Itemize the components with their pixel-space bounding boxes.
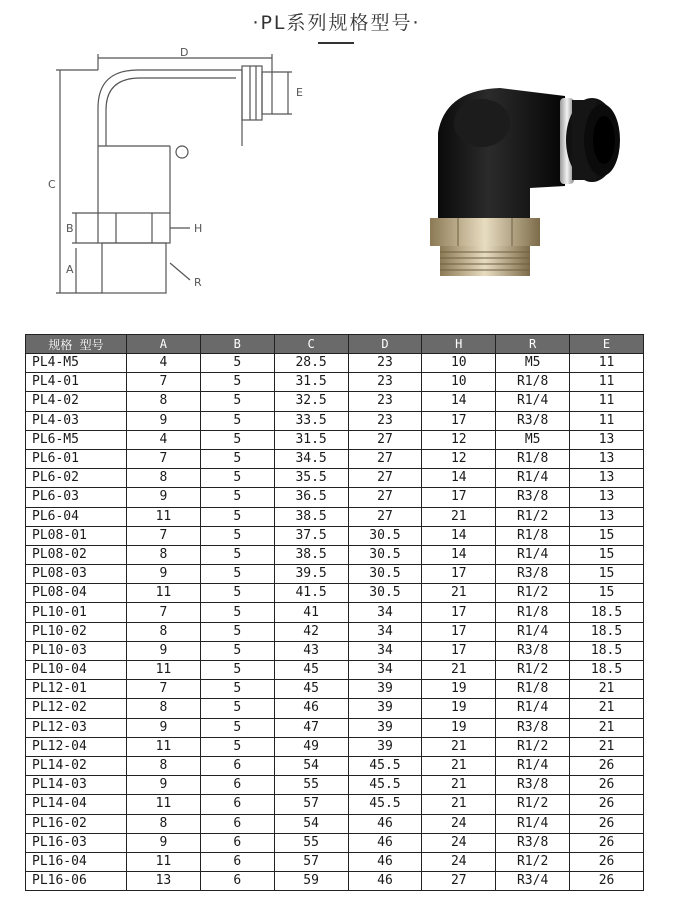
table-row bbox=[26, 449, 644, 468]
tube-port bbox=[242, 66, 262, 120]
table-cell: 6 bbox=[200, 814, 274, 833]
table-cell: 34.5 bbox=[274, 449, 348, 468]
table-cell: 35.5 bbox=[274, 469, 348, 488]
table-cell: PL12-04 bbox=[26, 737, 127, 756]
table-row bbox=[26, 565, 644, 584]
table-cell: R3/8 bbox=[496, 718, 570, 737]
table-row bbox=[26, 872, 644, 891]
table-cell: M5 bbox=[496, 354, 570, 373]
table-cell: PL08-04 bbox=[26, 584, 127, 603]
table-cell: 8 bbox=[127, 392, 201, 411]
table-cell: PL4-M5 bbox=[26, 354, 127, 373]
table-cell: 13 bbox=[570, 488, 644, 507]
dim-label-r: R bbox=[194, 276, 202, 289]
table-cell: 39 bbox=[348, 737, 422, 756]
table-cell: M5 bbox=[496, 430, 570, 449]
table-cell: 45 bbox=[274, 661, 348, 680]
table-cell: 45.5 bbox=[348, 756, 422, 775]
table-cell: PL4-03 bbox=[26, 411, 127, 430]
table-cell: 43 bbox=[274, 641, 348, 660]
table-cell: 21 bbox=[422, 584, 496, 603]
table-cell: 45.5 bbox=[348, 795, 422, 814]
table-cell: 17 bbox=[422, 641, 496, 660]
table-row bbox=[26, 603, 644, 622]
table-cell: R1/2 bbox=[496, 737, 570, 756]
table-cell: R1/2 bbox=[496, 661, 570, 680]
header-r: R bbox=[496, 335, 570, 354]
table-cell: 17 bbox=[422, 565, 496, 584]
table-row bbox=[26, 507, 644, 526]
table-cell: 5 bbox=[200, 641, 274, 660]
table-cell: 18.5 bbox=[570, 661, 644, 680]
table-cell: 45 bbox=[274, 680, 348, 699]
table-cell: PL16-03 bbox=[26, 833, 127, 852]
table-cell: 5 bbox=[200, 699, 274, 718]
table-cell: R1/4 bbox=[496, 622, 570, 641]
table-cell: 15 bbox=[570, 526, 644, 545]
table-cell: R1/2 bbox=[496, 852, 570, 871]
table-cell: 17 bbox=[422, 411, 496, 430]
table-cell: 27 bbox=[422, 872, 496, 891]
header-model: 规格 型号 bbox=[26, 335, 127, 354]
table-cell: 5 bbox=[200, 411, 274, 430]
table-cell: 34 bbox=[348, 641, 422, 660]
table-cell: 5 bbox=[200, 622, 274, 641]
table-cell: 23 bbox=[348, 373, 422, 392]
table-cell: 13 bbox=[570, 430, 644, 449]
table-row bbox=[26, 354, 644, 373]
table-cell: 21 bbox=[570, 680, 644, 699]
table-cell: 14 bbox=[422, 526, 496, 545]
table-cell: PL08-03 bbox=[26, 565, 127, 584]
table-cell: 34 bbox=[348, 661, 422, 680]
table-row bbox=[26, 430, 644, 449]
table-cell: 11 bbox=[127, 661, 201, 680]
table-cell: 21 bbox=[570, 718, 644, 737]
table-cell: 6 bbox=[200, 776, 274, 795]
table-row bbox=[26, 526, 644, 545]
table-cell: R3/8 bbox=[496, 833, 570, 852]
table-cell: 8 bbox=[127, 622, 201, 641]
elbow-outline bbox=[98, 70, 242, 146]
table-cell: 8 bbox=[127, 545, 201, 564]
table-cell: 13 bbox=[127, 872, 201, 891]
table-cell: 39 bbox=[348, 680, 422, 699]
table-cell: 5 bbox=[200, 449, 274, 468]
table-cell: 24 bbox=[422, 814, 496, 833]
table-cell: 30.5 bbox=[348, 584, 422, 603]
table-row bbox=[26, 641, 644, 660]
table-cell: 5 bbox=[200, 718, 274, 737]
table-cell: 12 bbox=[422, 430, 496, 449]
table-cell: 47 bbox=[274, 718, 348, 737]
table-cell: 59 bbox=[274, 872, 348, 891]
table-cell: 46 bbox=[274, 699, 348, 718]
table-cell: 5 bbox=[200, 661, 274, 680]
table-cell: PL12-01 bbox=[26, 680, 127, 699]
table-row bbox=[26, 622, 644, 641]
table-cell: 21 bbox=[570, 699, 644, 718]
table-cell: 27 bbox=[348, 449, 422, 468]
table-cell: 11 bbox=[570, 373, 644, 392]
table-cell: R1/4 bbox=[496, 545, 570, 564]
table-cell: 27 bbox=[348, 430, 422, 449]
table-cell: 34 bbox=[348, 603, 422, 622]
table-row bbox=[26, 699, 644, 718]
table-cell: 18.5 bbox=[570, 603, 644, 622]
thread-photo bbox=[440, 246, 530, 276]
table-cell: 5 bbox=[200, 737, 274, 756]
table-cell: 9 bbox=[127, 488, 201, 507]
table-row bbox=[26, 737, 644, 756]
table-cell: 13 bbox=[570, 469, 644, 488]
table-cell: 11 bbox=[570, 411, 644, 430]
table-row bbox=[26, 373, 644, 392]
table-cell: PL4-02 bbox=[26, 392, 127, 411]
table-cell: 28.5 bbox=[274, 354, 348, 373]
table-cell: R3/4 bbox=[496, 872, 570, 891]
table-cell: 27 bbox=[348, 488, 422, 507]
thread-section bbox=[102, 243, 166, 293]
table-cell: 5 bbox=[200, 680, 274, 699]
table-cell: 6 bbox=[200, 833, 274, 852]
table-row bbox=[26, 661, 644, 680]
table-cell: 8 bbox=[127, 699, 201, 718]
table-cell: 11 bbox=[127, 737, 201, 756]
table-cell: 30.5 bbox=[348, 545, 422, 564]
table-cell: PL6-01 bbox=[26, 449, 127, 468]
table-cell: PL10-04 bbox=[26, 661, 127, 680]
table-cell: 23 bbox=[348, 354, 422, 373]
spec-table bbox=[25, 334, 644, 891]
table-cell: 24 bbox=[422, 852, 496, 871]
table-cell: 17 bbox=[422, 622, 496, 641]
table-cell: 24 bbox=[422, 833, 496, 852]
table-cell: PL12-02 bbox=[26, 699, 127, 718]
table-cell: 32.5 bbox=[274, 392, 348, 411]
table-cell: 19 bbox=[422, 680, 496, 699]
page-title: ·PL系列规格型号· bbox=[252, 12, 421, 34]
table-cell: 12 bbox=[422, 449, 496, 468]
header-b: B bbox=[200, 335, 274, 354]
table-header-row bbox=[26, 335, 644, 354]
table-cell: 18.5 bbox=[570, 622, 644, 641]
table-cell: 11 bbox=[127, 852, 201, 871]
table-cell: 21 bbox=[422, 507, 496, 526]
table-cell: R3/8 bbox=[496, 488, 570, 507]
table-cell: 19 bbox=[422, 699, 496, 718]
table-cell: R1/4 bbox=[496, 756, 570, 775]
header-e: E bbox=[570, 335, 644, 354]
table-cell: 10 bbox=[422, 373, 496, 392]
table-cell: 4 bbox=[127, 354, 201, 373]
table-cell: 5 bbox=[200, 354, 274, 373]
table-row bbox=[26, 795, 644, 814]
table-cell: 21 bbox=[570, 737, 644, 756]
table-cell: 13 bbox=[570, 449, 644, 468]
table-cell: 21 bbox=[422, 756, 496, 775]
table-cell: 31.5 bbox=[274, 430, 348, 449]
table-cell: 7 bbox=[127, 526, 201, 545]
table-cell: 30.5 bbox=[348, 565, 422, 584]
table-cell: 41.5 bbox=[274, 584, 348, 603]
product-photo bbox=[400, 68, 640, 288]
table-row bbox=[26, 488, 644, 507]
table-cell: 11 bbox=[127, 507, 201, 526]
table-cell: PL12-03 bbox=[26, 718, 127, 737]
table-cell: 23 bbox=[348, 411, 422, 430]
table-cell: 31.5 bbox=[274, 373, 348, 392]
table-cell: 21 bbox=[422, 737, 496, 756]
table-row bbox=[26, 584, 644, 603]
dim-label-e: E bbox=[296, 86, 303, 99]
table-cell: 26 bbox=[570, 776, 644, 795]
table-row bbox=[26, 680, 644, 699]
table-cell: PL14-04 bbox=[26, 795, 127, 814]
dim-label-b: B bbox=[66, 222, 74, 235]
dim-label-d: D bbox=[180, 48, 189, 59]
table-cell: PL14-02 bbox=[26, 756, 127, 775]
table-cell: 57 bbox=[274, 795, 348, 814]
table-cell: 19 bbox=[422, 718, 496, 737]
table-cell: 5 bbox=[200, 565, 274, 584]
table-cell: 26 bbox=[570, 814, 644, 833]
table-cell: R1/4 bbox=[496, 469, 570, 488]
table-cell: 46 bbox=[348, 833, 422, 852]
table-cell: 6 bbox=[200, 756, 274, 775]
table-cell: 10 bbox=[422, 354, 496, 373]
table-cell: PL10-01 bbox=[26, 603, 127, 622]
table-cell: 27 bbox=[348, 469, 422, 488]
table-cell: 15 bbox=[570, 545, 644, 564]
table-cell: 9 bbox=[127, 641, 201, 660]
table-cell: 6 bbox=[200, 872, 274, 891]
table-cell: PL6-M5 bbox=[26, 430, 127, 449]
table-cell: 5 bbox=[200, 488, 274, 507]
table-cell: R1/2 bbox=[496, 507, 570, 526]
table-cell: 7 bbox=[127, 603, 201, 622]
dimension-drawing bbox=[20, 48, 320, 310]
table-cell: R3/8 bbox=[496, 565, 570, 584]
table-cell: 34 bbox=[348, 622, 422, 641]
table-cell: 27 bbox=[348, 507, 422, 526]
table-cell: PL6-02 bbox=[26, 469, 127, 488]
header-d: D bbox=[348, 335, 422, 354]
table-cell: PL16-02 bbox=[26, 814, 127, 833]
table-cell: 5 bbox=[200, 430, 274, 449]
table-cell: 5 bbox=[200, 603, 274, 622]
hex-nut-photo bbox=[430, 218, 540, 246]
table-cell: 9 bbox=[127, 411, 201, 430]
table-cell: 46 bbox=[348, 872, 422, 891]
table-cell: 15 bbox=[570, 584, 644, 603]
table-row bbox=[26, 469, 644, 488]
table-cell: R3/8 bbox=[496, 411, 570, 430]
table-cell: 11 bbox=[127, 584, 201, 603]
table-cell: 11 bbox=[570, 354, 644, 373]
table-cell: 26 bbox=[570, 852, 644, 871]
header-a: A bbox=[127, 335, 201, 354]
table-cell: PL08-01 bbox=[26, 526, 127, 545]
table-cell: 6 bbox=[200, 795, 274, 814]
table-cell: 26 bbox=[570, 833, 644, 852]
table-cell: 55 bbox=[274, 776, 348, 795]
table-cell: 41 bbox=[274, 603, 348, 622]
table-cell: 39 bbox=[348, 699, 422, 718]
dim-label-h: H bbox=[194, 222, 203, 235]
table-cell: 38.5 bbox=[274, 507, 348, 526]
dim-label-a: A bbox=[66, 263, 74, 276]
table-cell: 8 bbox=[127, 756, 201, 775]
table-cell: R1/8 bbox=[496, 603, 570, 622]
table-cell: 21 bbox=[422, 795, 496, 814]
table-cell: R1/4 bbox=[496, 814, 570, 833]
mount-hole bbox=[176, 146, 188, 158]
table-cell: R1/8 bbox=[496, 373, 570, 392]
table-cell: 14 bbox=[422, 392, 496, 411]
table-cell: 9 bbox=[127, 776, 201, 795]
table-cell: 42 bbox=[274, 622, 348, 641]
table-cell: 5 bbox=[200, 469, 274, 488]
header-c: C bbox=[274, 335, 348, 354]
table-cell: 37.5 bbox=[274, 526, 348, 545]
table-cell: 21 bbox=[422, 776, 496, 795]
table-cell: 8 bbox=[127, 469, 201, 488]
table-cell: 5 bbox=[200, 526, 274, 545]
table-cell: 18.5 bbox=[570, 641, 644, 660]
table-cell: R1/4 bbox=[496, 699, 570, 718]
table-cell: 4 bbox=[127, 430, 201, 449]
table-cell: 8 bbox=[127, 814, 201, 833]
table-cell: 7 bbox=[127, 680, 201, 699]
table-cell: 9 bbox=[127, 565, 201, 584]
table-cell: 5 bbox=[200, 507, 274, 526]
table-cell: 54 bbox=[274, 756, 348, 775]
table-cell: 39 bbox=[348, 718, 422, 737]
table-cell: PL10-02 bbox=[26, 622, 127, 641]
table-row bbox=[26, 756, 644, 775]
table-cell: 26 bbox=[570, 872, 644, 891]
table-cell: 26 bbox=[570, 756, 644, 775]
table-cell: R1/8 bbox=[496, 449, 570, 468]
table-cell: R3/8 bbox=[496, 776, 570, 795]
table-row bbox=[26, 814, 644, 833]
table-cell: 45.5 bbox=[348, 776, 422, 795]
table-cell: 49 bbox=[274, 737, 348, 756]
table-cell: 5 bbox=[200, 373, 274, 392]
table-cell: 15 bbox=[570, 565, 644, 584]
table-cell: 23 bbox=[348, 392, 422, 411]
table-cell: R1/8 bbox=[496, 526, 570, 545]
table-row bbox=[26, 776, 644, 795]
table-cell: 30.5 bbox=[348, 526, 422, 545]
table-cell: 14 bbox=[422, 545, 496, 564]
table-cell: PL16-06 bbox=[26, 872, 127, 891]
table-cell: PL10-03 bbox=[26, 641, 127, 660]
table-cell: 55 bbox=[274, 833, 348, 852]
table-cell: 26 bbox=[570, 795, 644, 814]
table-cell: PL6-03 bbox=[26, 488, 127, 507]
table-cell: PL16-04 bbox=[26, 852, 127, 871]
table-cell: 57 bbox=[274, 852, 348, 871]
table-cell: 46 bbox=[348, 814, 422, 833]
table-cell: 5 bbox=[200, 584, 274, 603]
table-cell: 5 bbox=[200, 392, 274, 411]
table-row bbox=[26, 852, 644, 871]
table-cell: 21 bbox=[422, 661, 496, 680]
table-cell: 17 bbox=[422, 603, 496, 622]
table-cell: PL4-01 bbox=[26, 373, 127, 392]
table-cell: R1/4 bbox=[496, 392, 570, 411]
table-cell: 5 bbox=[200, 545, 274, 564]
table-cell: 13 bbox=[570, 507, 644, 526]
table-cell: R3/8 bbox=[496, 641, 570, 660]
dim-label-c: C bbox=[48, 178, 56, 191]
table-cell: 17 bbox=[422, 488, 496, 507]
table-cell: 9 bbox=[127, 833, 201, 852]
table-cell: 38.5 bbox=[274, 545, 348, 564]
table-cell: 39.5 bbox=[274, 565, 348, 584]
table-cell: 9 bbox=[127, 718, 201, 737]
table-cell: 7 bbox=[127, 449, 201, 468]
table-cell: 36.5 bbox=[274, 488, 348, 507]
table-cell: R1/8 bbox=[496, 680, 570, 699]
table-cell: 14 bbox=[422, 469, 496, 488]
table-cell: PL6-04 bbox=[26, 507, 127, 526]
table-cell: 46 bbox=[348, 852, 422, 871]
table-cell: 54 bbox=[274, 814, 348, 833]
title-underline bbox=[318, 42, 354, 44]
table-cell: PL14-03 bbox=[26, 776, 127, 795]
table-cell: R1/2 bbox=[496, 795, 570, 814]
table-row bbox=[26, 718, 644, 737]
table-cell: 33.5 bbox=[274, 411, 348, 430]
table-cell: 6 bbox=[200, 852, 274, 871]
table-cell: R1/2 bbox=[496, 584, 570, 603]
table-row bbox=[26, 411, 644, 430]
table-row bbox=[26, 392, 644, 411]
table-row bbox=[26, 545, 644, 564]
table-cell: 7 bbox=[127, 373, 201, 392]
table-row bbox=[26, 833, 644, 852]
header-h: H bbox=[422, 335, 496, 354]
table-cell: 11 bbox=[127, 795, 201, 814]
hex-nut bbox=[98, 213, 170, 243]
table-cell: PL08-02 bbox=[26, 545, 127, 564]
table-cell: 11 bbox=[570, 392, 644, 411]
